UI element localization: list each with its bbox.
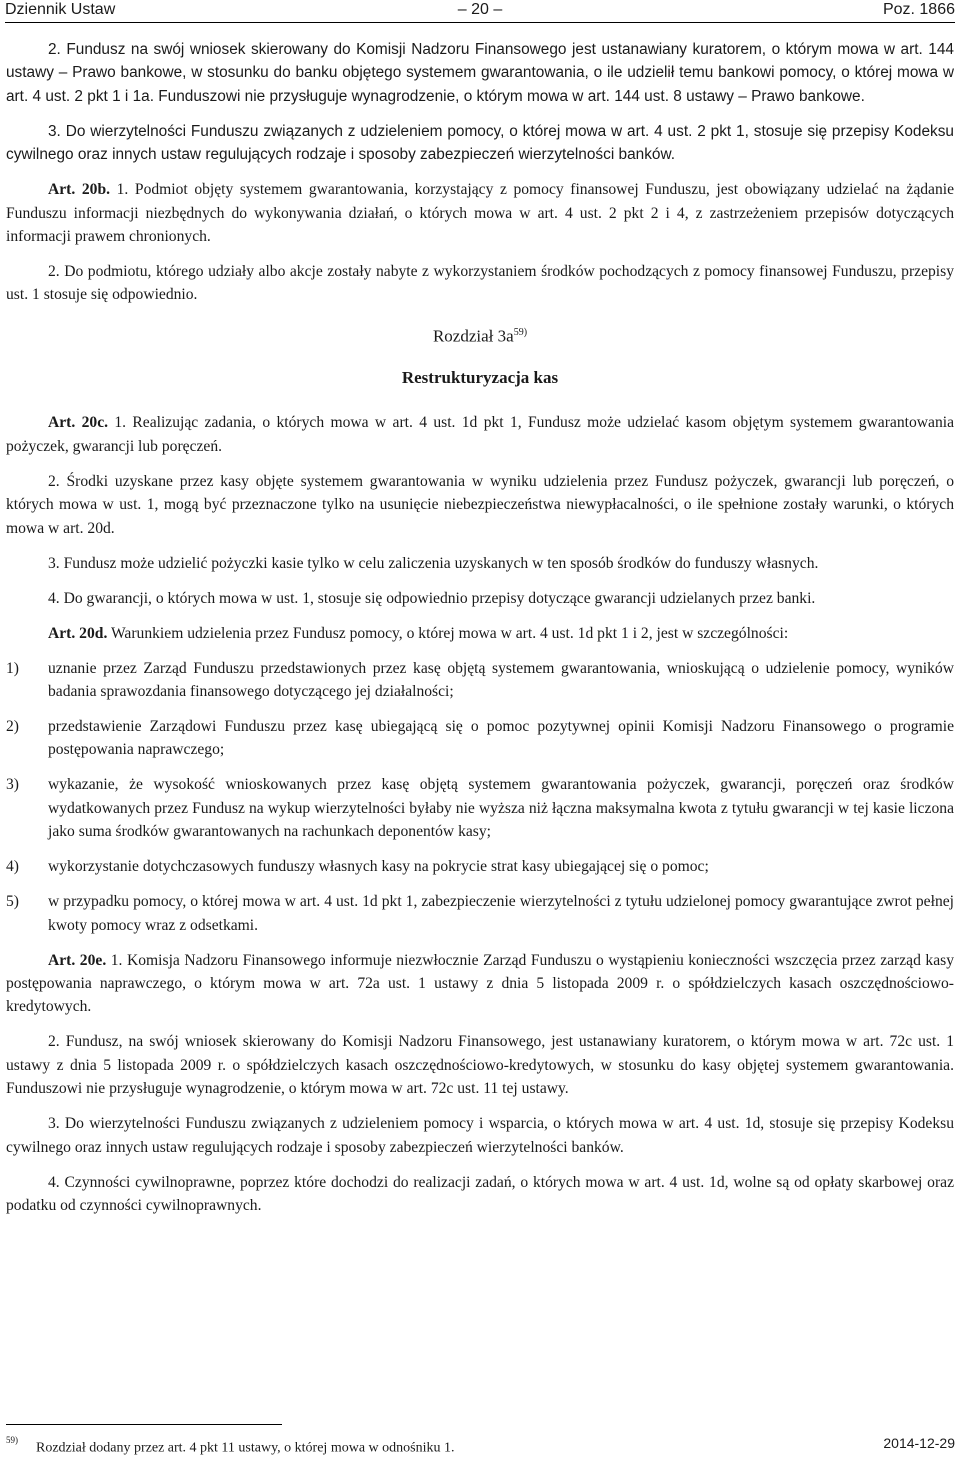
paragraph-art20b-2: 2. Do podmiotu, którego udziały albo akcje zostały nabyte z wykorzystaniem środków pochodzących z pomocy finansowej Funduszu, przepisy ust. 1 stosuje się odpowiednio. <box>6 263 954 304</box>
list-item-text: w przypadku pomocy, o której mowa w art. 4 ust. 1d pkt 1, zabezpieczenie wierzytelności z tytułu udzielonej pomocy gwarantujące zwrot pełnej kwoty pomocy wraz z odsetkami. <box>48 893 954 934</box>
chapter-title: Restrukturyzacja kas <box>401 367 559 387</box>
footnote-divider <box>6 1424 282 1425</box>
list-item <box>6 890 954 937</box>
footnote-text: Rozdział dodany przez art. 4 pkt 11 ustawy, o której mowa w odnośniku 1. <box>36 1440 455 1456</box>
publication-date: 2014-12-29 <box>883 1435 955 1451</box>
article-text: 1. Realizując zadania, o których mowa w art. 4 ust. 1d pkt 1, Fundusz może udzielać kasom objętym systemem gwarantowania pożyczek, gwarancji lub poręczeń. <box>6 414 954 455</box>
list-item-text: wykorzystanie dotychczasowych funduszy własnych kasy na pokrycie strat kasy ubiegającej się o pomoc; <box>48 858 709 876</box>
article-label: Art. 20d. <box>48 624 108 642</box>
footnote-reference: 59) <box>513 326 528 338</box>
position-number: Poz. 1866 <box>882 1 955 18</box>
journal-name: Dziennik Ustaw <box>5 1 116 18</box>
paragraph-art20c-2: 2. Środki uzyskane przez kasy objęte systemem gwarantowania w wyniku udzielenia przez Fundusz pożyczek, gwarancji lub poręczeń, o których mowa w ust. 1, mogą być przeznaczone tylko na usunięcie niebezpieczeństwa niewypłacalności, o ile spełnione zostały warunki, o których mowa w art. 20d. <box>6 472 954 537</box>
paragraph-art20c-1 <box>6 411 954 458</box>
list-item-number: 2) <box>6 717 19 735</box>
paragraph-art20c-4: 4. Do gwarancji, o których mowa w ust. 1, stosuje się odpowiednio przepisy dotyczące gwarancji udzielanych przez banki. <box>48 589 816 607</box>
page-header <box>5 0 955 23</box>
footnote <box>6 1434 806 1458</box>
list-item-text: wykazanie, że wysokość wnioskowanych przez kasę objętą systemem gwarantowania pożyczek, gwarancji, poręczeń oraz środków wydatkowanych przez Fundusz na wykup wierzytelności byłaby nie wyższa niż łączna maksymalna kwota z tytułu gwarancji w tej kasie liczona jako suma środków gwarantowanych na rachunkach deponentów kasy; <box>48 776 954 841</box>
article-text: 1. Komisja Nadzoru Finansowego informuje niezwłocznie Zarząd Funduszu o wystąpieniu konieczności wszczęcia przez zarząd kasy postępowania naprawczego, o którym mowa w art. 72a ust. 1 ustawy z dnia 5 listopada 2009 r. o spółdzielczych kasach oszczędnościowo-kredytowych. <box>6 951 954 1016</box>
paragraph-art20e-2: 2. Fundusz, na swój wniosek skierowany do Komisji Nadzoru Finansowego, jest ustanawiany kuratorem, o którym mowa w art. 72c ust. 1 ustawy z dnia 5 listopada 2009 r. o spółdzielczych kasach oszczędnościowo-kredytowych, w stosunku do kasy objętej systemem gwarantowania. Funduszowi nie przysługuje wynagrodzenie, o którym mowa w art. 72c ust. 11 tej ustawy. <box>6 1033 954 1098</box>
chapter-label: Rozdział 3a <box>432 326 514 346</box>
list-item <box>6 855 954 878</box>
article-label: Art. 20c. <box>48 414 109 432</box>
paragraph-art20c-3: 3. Fundusz może udzielić pożyczki kasie tylko w celu zaliczenia uzyskanych w ten sposób środków do funduszy własnych. <box>48 554 819 572</box>
list-item-number: 4) <box>6 858 19 876</box>
list-item-number: 5) <box>6 893 19 911</box>
article-text: 1. Podmiot objęty systemem gwarantowania, korzystający z pomocy finansowej Funduszu, jest obowiązany udzielać na żądanie Funduszu informacji niezbędnych do wykonywania działań, o których mowa w art. 4 ust. 2 pkt 2 i 4, z zastrzeżeniem przepisów dotyczących informacji prawem chronionych. <box>6 181 955 246</box>
list-item <box>6 773 954 843</box>
paragraph-art20b-1 <box>6 178 954 248</box>
paragraph-art20d <box>6 622 954 645</box>
paragraph-art20e-3: 3. Do wierzytelności Funduszu związanych z udzieleniem pomocy i wsparcia, o których mowa w art. 4 ust. 1d, stosuje się przepisy Kodeksu cywilnego oraz innych ustaw regulujących rodzaje i sposoby zabezpieczeń wierzytelności banków. <box>6 1115 954 1156</box>
document-body <box>6 38 954 1229</box>
list-item <box>6 657 954 704</box>
list-item-number: 3) <box>6 776 19 794</box>
list-item-text: uznanie przez Zarząd Funduszu przedstawionych przez kasę objętą systemem gwarantowania, wnioskującą o udzielenie pomocy, wyników badania sprawozdania finansowego dotyczącego jej działalności; <box>48 659 954 700</box>
page-number: – 20 – <box>457 1 503 18</box>
list-item <box>6 715 954 762</box>
chapter-heading <box>6 321 954 348</box>
paragraph-art20e-4: 4. Czynności cywilnoprawne, poprzez które dochodzi do realizacji zadań, o których mowa w art. 4 ust. 1d, wolne są od opłaty skarbowej oraz podatku od czynności cywilnoprawnych. <box>6 1173 954 1214</box>
paragraph-art20e-1 <box>6 949 954 1019</box>
article-text: Warunkiem udzielenia przez Fundusz pomocy, o której mowa w art. 4 ust. 1d pkt 1 i 2, jest w szczególności: <box>107 624 789 642</box>
list-item-text: przedstawienie Zarządowi Funduszu przez kasę ubiegającą się o pomoc pozytywnej opinii Komisji Nadzoru Finansowego o programie postępowania naprawczego; <box>48 717 954 759</box>
article-label: Art. 20b. <box>48 181 111 199</box>
footnote-number: 59) <box>6 1435 18 1445</box>
paragraph-art20a-3: 3. Do wierzytelności Funduszu związanych z udzieleniem pomocy, o której mowa w art. 4 ust. 2 pkt 1, stosuje się przepisy Kodeksu cywilnego oraz innych ustaw regulujących rodzaje i sposoby zabezpieczeń wierzytelności banków. <box>6 122 954 164</box>
list-item-number: 1) <box>6 659 19 677</box>
article-label: Art. 20e. <box>48 951 107 969</box>
paragraph-art20a-2: 2. Fundusz na swój wniosek skierowany do Komisji Nadzoru Finansowego jest ustanawiany kuratorem, o którym mowa w art. 144 ustawy – Prawo bankowe, w stosunku do banku objętego systemem gwarantowania, o ile udzielił temu bankowi pomocy, o której mowa w art. 4 ust. 2 pkt 1 i 1a. Funduszowi nie przysługuje wynagrodzenie, o którym mowa w art. 144 ust. 8 ustawy – Prawo bankowe. <box>6 41 954 105</box>
